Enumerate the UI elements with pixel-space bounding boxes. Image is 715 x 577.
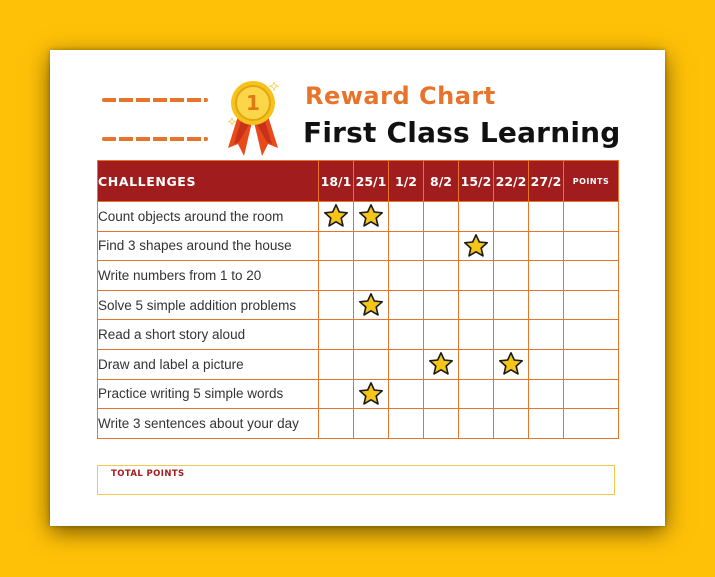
table-row [98,320,619,350]
star-cell[interactable] [389,379,424,409]
challenge-label: Count objects around the room [98,202,319,232]
table-row [98,349,619,379]
star-icon [358,292,384,318]
star-cell[interactable] [354,261,389,291]
star-cell[interactable] [494,290,529,320]
star-cell[interactable] [424,290,459,320]
star-cell[interactable] [494,379,529,409]
star-cell[interactable] [389,261,424,291]
challenge-label: Solve 5 simple addition problems [98,290,319,320]
table-row [98,379,619,409]
star-cell[interactable] [424,349,459,379]
medal-number: 1 [246,91,260,115]
star-cell[interactable] [319,379,354,409]
star-cell[interactable] [459,379,494,409]
star-cell[interactable] [494,349,529,379]
star-cell[interactable] [389,202,424,232]
star-cell[interactable] [424,261,459,291]
date-column-header: 15/2 [459,161,494,202]
star-icon [358,203,384,229]
star-cell[interactable] [319,261,354,291]
points-cell[interactable] [564,379,619,409]
star-cell[interactable] [319,320,354,350]
star-cell[interactable] [319,349,354,379]
star-cell[interactable] [529,379,564,409]
star-cell[interactable] [459,202,494,232]
date-column-header: 1/2 [389,161,424,202]
decorative-dash-line-bottom [102,137,208,141]
date-column-header: 27/2 [529,161,564,202]
table-header-row [98,161,619,202]
star-cell[interactable] [494,231,529,261]
star-cell[interactable] [529,231,564,261]
table-row [98,409,619,439]
points-cell[interactable] [564,409,619,439]
date-column-header: 22/2 [494,161,529,202]
star-icon [428,351,454,377]
star-cell[interactable] [459,349,494,379]
star-cell[interactable] [424,231,459,261]
star-cell[interactable] [494,320,529,350]
star-cell[interactable] [459,231,494,261]
chart-subtitle: Reward Chart [305,82,496,110]
points-cell[interactable] [564,320,619,350]
star-cell[interactable] [354,320,389,350]
table-row [98,231,619,261]
star-cell[interactable] [354,231,389,261]
star-cell[interactable] [459,261,494,291]
challenge-label: Practice writing 5 simple words [98,379,319,409]
challenge-label: Draw and label a picture [98,349,319,379]
star-cell[interactable] [494,409,529,439]
star-cell[interactable] [424,320,459,350]
star-cell[interactable] [354,290,389,320]
star-cell[interactable] [354,409,389,439]
star-cell[interactable] [319,409,354,439]
reward-table [97,160,619,439]
table-row [98,290,619,320]
star-cell[interactable] [424,202,459,232]
star-cell[interactable] [354,202,389,232]
star-icon [498,351,524,377]
star-icon [358,381,384,407]
points-cell[interactable] [564,261,619,291]
star-cell[interactable] [529,409,564,439]
star-cell[interactable] [319,290,354,320]
total-points-label: TOTAL POINTS [111,469,185,479]
challenge-label: Read a short story aloud [98,320,319,350]
points-cell[interactable] [564,202,619,232]
star-cell[interactable] [529,290,564,320]
star-cell[interactable] [529,349,564,379]
decorative-dash-line-top [102,98,208,102]
points-cell[interactable] [564,349,619,379]
star-cell[interactable] [529,320,564,350]
star-cell[interactable] [424,379,459,409]
star-cell[interactable] [319,231,354,261]
points-column-header: POINTS [564,161,619,202]
challenge-label: Write 3 sentences about your day [98,409,319,439]
star-cell[interactable] [459,320,494,350]
star-cell[interactable] [354,379,389,409]
points-cell[interactable] [564,290,619,320]
star-cell[interactable] [529,202,564,232]
star-cell[interactable] [389,320,424,350]
challenge-label: Find 3 shapes around the house [98,231,319,261]
table-row [98,202,619,232]
date-column-header: 25/1 [354,161,389,202]
star-cell[interactable] [389,409,424,439]
medal-icon [222,78,284,158]
challenges-column-header: CHALLENGES [98,161,319,202]
star-cell[interactable] [494,261,529,291]
reward-chart-sheet [50,50,665,526]
star-cell[interactable] [494,202,529,232]
points-cell[interactable] [564,231,619,261]
star-cell[interactable] [459,409,494,439]
date-column-header: 8/2 [424,161,459,202]
star-cell[interactable] [354,349,389,379]
star-icon [463,233,489,259]
star-cell[interactable] [529,261,564,291]
star-cell[interactable] [319,202,354,232]
total-points-box[interactable] [97,465,615,495]
challenge-label: Write numbers from 1 to 20 [98,261,319,291]
star-icon [323,203,349,229]
star-cell[interactable] [389,349,424,379]
star-cell[interactable] [459,290,494,320]
star-cell[interactable] [424,409,459,439]
date-column-header: 18/1 [319,161,354,202]
star-cell[interactable] [389,290,424,320]
star-cell[interactable] [389,231,424,261]
page-title: First Class Learning [303,116,621,149]
table-row [98,261,619,291]
